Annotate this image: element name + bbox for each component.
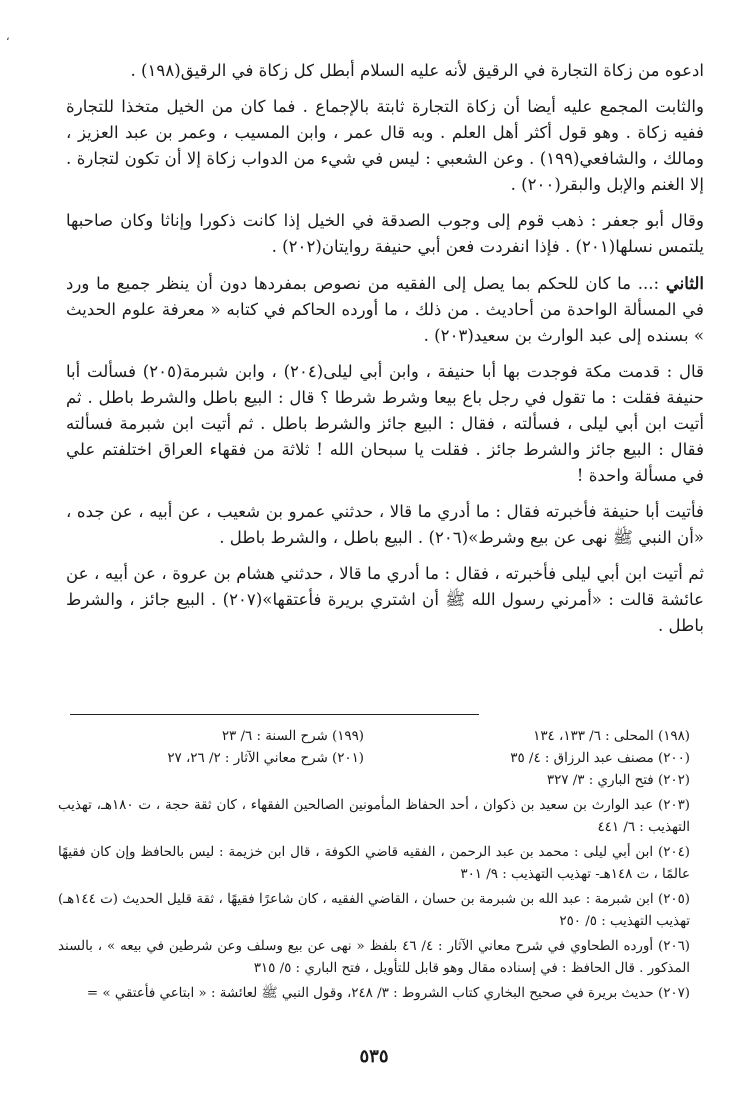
footnote-empty: [58, 770, 364, 792]
footnotes-short: [58, 726, 690, 792]
footnote-199: (١٩٩) شرح السنة : ٦/ ٢٣: [221, 729, 364, 744]
footnote-207: (٢٠٧) حديث بريرة في صحيح البخاري كتاب الشروط : ٣/ ٢٤٨، وقول النبي ﷺ لعائشة : « ابتاعي فأعتقي » =: [86, 986, 690, 1001]
footnote-200: (٢٠٠) مصنف عبد الرزاق : ٤/ ٣٥: [510, 751, 690, 766]
paragraph-1: ادعوه من زكاة التجارة في الرقيق لأنه عليه السلام أبطل كل زكاة في الرقيق(١٩٨) .: [130, 61, 704, 80]
main-text: [66, 58, 704, 649]
footnote-divider: [70, 714, 479, 715]
footnotes: [58, 726, 690, 1005]
second-heading: الثاني: [665, 273, 704, 293]
margin-mark: ،: [6, 30, 10, 43]
paragraph-7: ثم أتيت ابن أبي ليلى فأخبرته ، فقال : ما أدري ما قالا ، حدثني هشام بن عروة ، عن أبيه ، عن عائشة قالت : «أمرني رسول الله ﷺ أن اشتري بريرة فأعتقها»(٢٠٧) . البيع جائز ، والشرط باطل .: [66, 564, 704, 635]
footnote-204: (٢٠٤) ابن أبي ليلى : محمد بن عبد الرحمن ، الفقيه قاضي الكوفة ، قال ابن خزيمة : ليس بالحافظ وإن كان فقيهًا عالمًا ، ت ١٤٨هـ- تهذيب التهذيب : ٩/ ٣٠١: [58, 845, 690, 882]
page-number: ٥٣٥: [359, 1046, 389, 1067]
paragraph-5: قال : قدمت مكة فوجدت بها أبا حنيفة ، وابن أبي ليلى(٢٠٤) ، وابن شبرمة(٢٠٥) فسألت أبا حنيفة فقلت : ما تقول في رجل باع بيعا وشرط شرطا ؟ قال : البيع باطل والشرط باطل . ثم أتيت ابن أبي ليلى ، فسألته ، فقال : البيع جائز والشرط باطل . ثم أتيت ابن شبرمة فسألته فقال : البيع جائز والشرط جائز . فقلت يا سبحان الله ! ثلاثة من فقهاء العراق اختلفتم علي في مسألة واحدة !: [66, 362, 704, 485]
paragraph-6: فأتيت أبا حنيفة فأخبرته فقال : ما أدري ما قالا ، حدثني عمرو بن شعيب ، عن أبيه ، عن جده ، «أن النبي ﷺ نهى عن بيع وشرط»(٢٠٦) . البيع باطل ، والشرط باطل .: [66, 502, 704, 547]
footnote-201: (٢٠١) شرح معاني الآثار : ٢/ ٢٦، ٢٧: [167, 751, 364, 766]
footnote-203: (٢٠٣) عبد الوارث بن سعيد بن ذكوان ، أحد الحفاظ المأمونين الصالحين الفقهاء ، كان ثقة حجة ، ت ١٨٠هـ، تهذيب التهذيب : ٦/ ٤٤١: [58, 798, 691, 835]
footnote-205: (٢٠٥) ابن شبرمة : عبد الله بن شبرمة بن حسان ، القاضي الفقيه ، كان شاعرًا فقيهًا ، ثقة قليل الحديث (ت ١٤٤هـ) تهذيب التهذيب : ٥/ ٢٥٠: [58, 892, 690, 929]
footnote-198: (١٩٨) المحلى : ٦/ ١٣٣، ١٣٤: [533, 729, 690, 744]
paragraph-4: [66, 270, 704, 349]
footnote-206: (٢٠٦) أورده الطحاوي في شرح معاني الآثار : ٤/ ٤٦ بلفظ « نهى عن بيع وسلف وعن شرطين في بيعه » ، بالسند المذكور . قال الحافظ : في إسناده مقال وهو قابل للتأويل ، فتح الباري : ٥/ ٣١٥: [58, 939, 691, 976]
second-text: :... ما كان للحكم بما يصل إلى الفقيه من نصوص بمفردها دون أن ينظر جميع ما ورد في المسألة الواحدة من أحاديث . من ذلك ، ما أورده الحاكم في كتابه « معرفة علوم الحديث » بسنده إلى عبد الوارث بن سعيد(٢٠٣) .: [66, 274, 704, 345]
footnote-202: (٢٠٢) فتح الباري : ٣/ ٣٢٧: [546, 773, 690, 788]
paragraph-2: والثابت المجمع عليه أيضا أن زكاة التجارة ثابتة بالإجماع . فما كان من الخيل متخذا للتجارة ففيه زكاة . وهو قول أكثر أهل العلم . وبه قال عمر ، وابن المسيب ، وعمر بن عبد العزيز ، ومالك ، والشافعي(١٩٩) . وعن الشعبي : ليس في شيء من الدواب زكاة إلا أن تكون لتجارة . إلا الغنم والإبل والبقر(٢٠٠) .: [66, 97, 705, 194]
paragraph-3: وقال أبو جعفر : ذهب قوم إلى وجوب الصدقة في الخيل إذا كانت ذكورا وإناثا وكان صاحبها يلتمس نسلها(٢٠١) . فإذا انفردت فعن أبي حنيفة روايتان(٢٠٢) .: [66, 211, 704, 256]
